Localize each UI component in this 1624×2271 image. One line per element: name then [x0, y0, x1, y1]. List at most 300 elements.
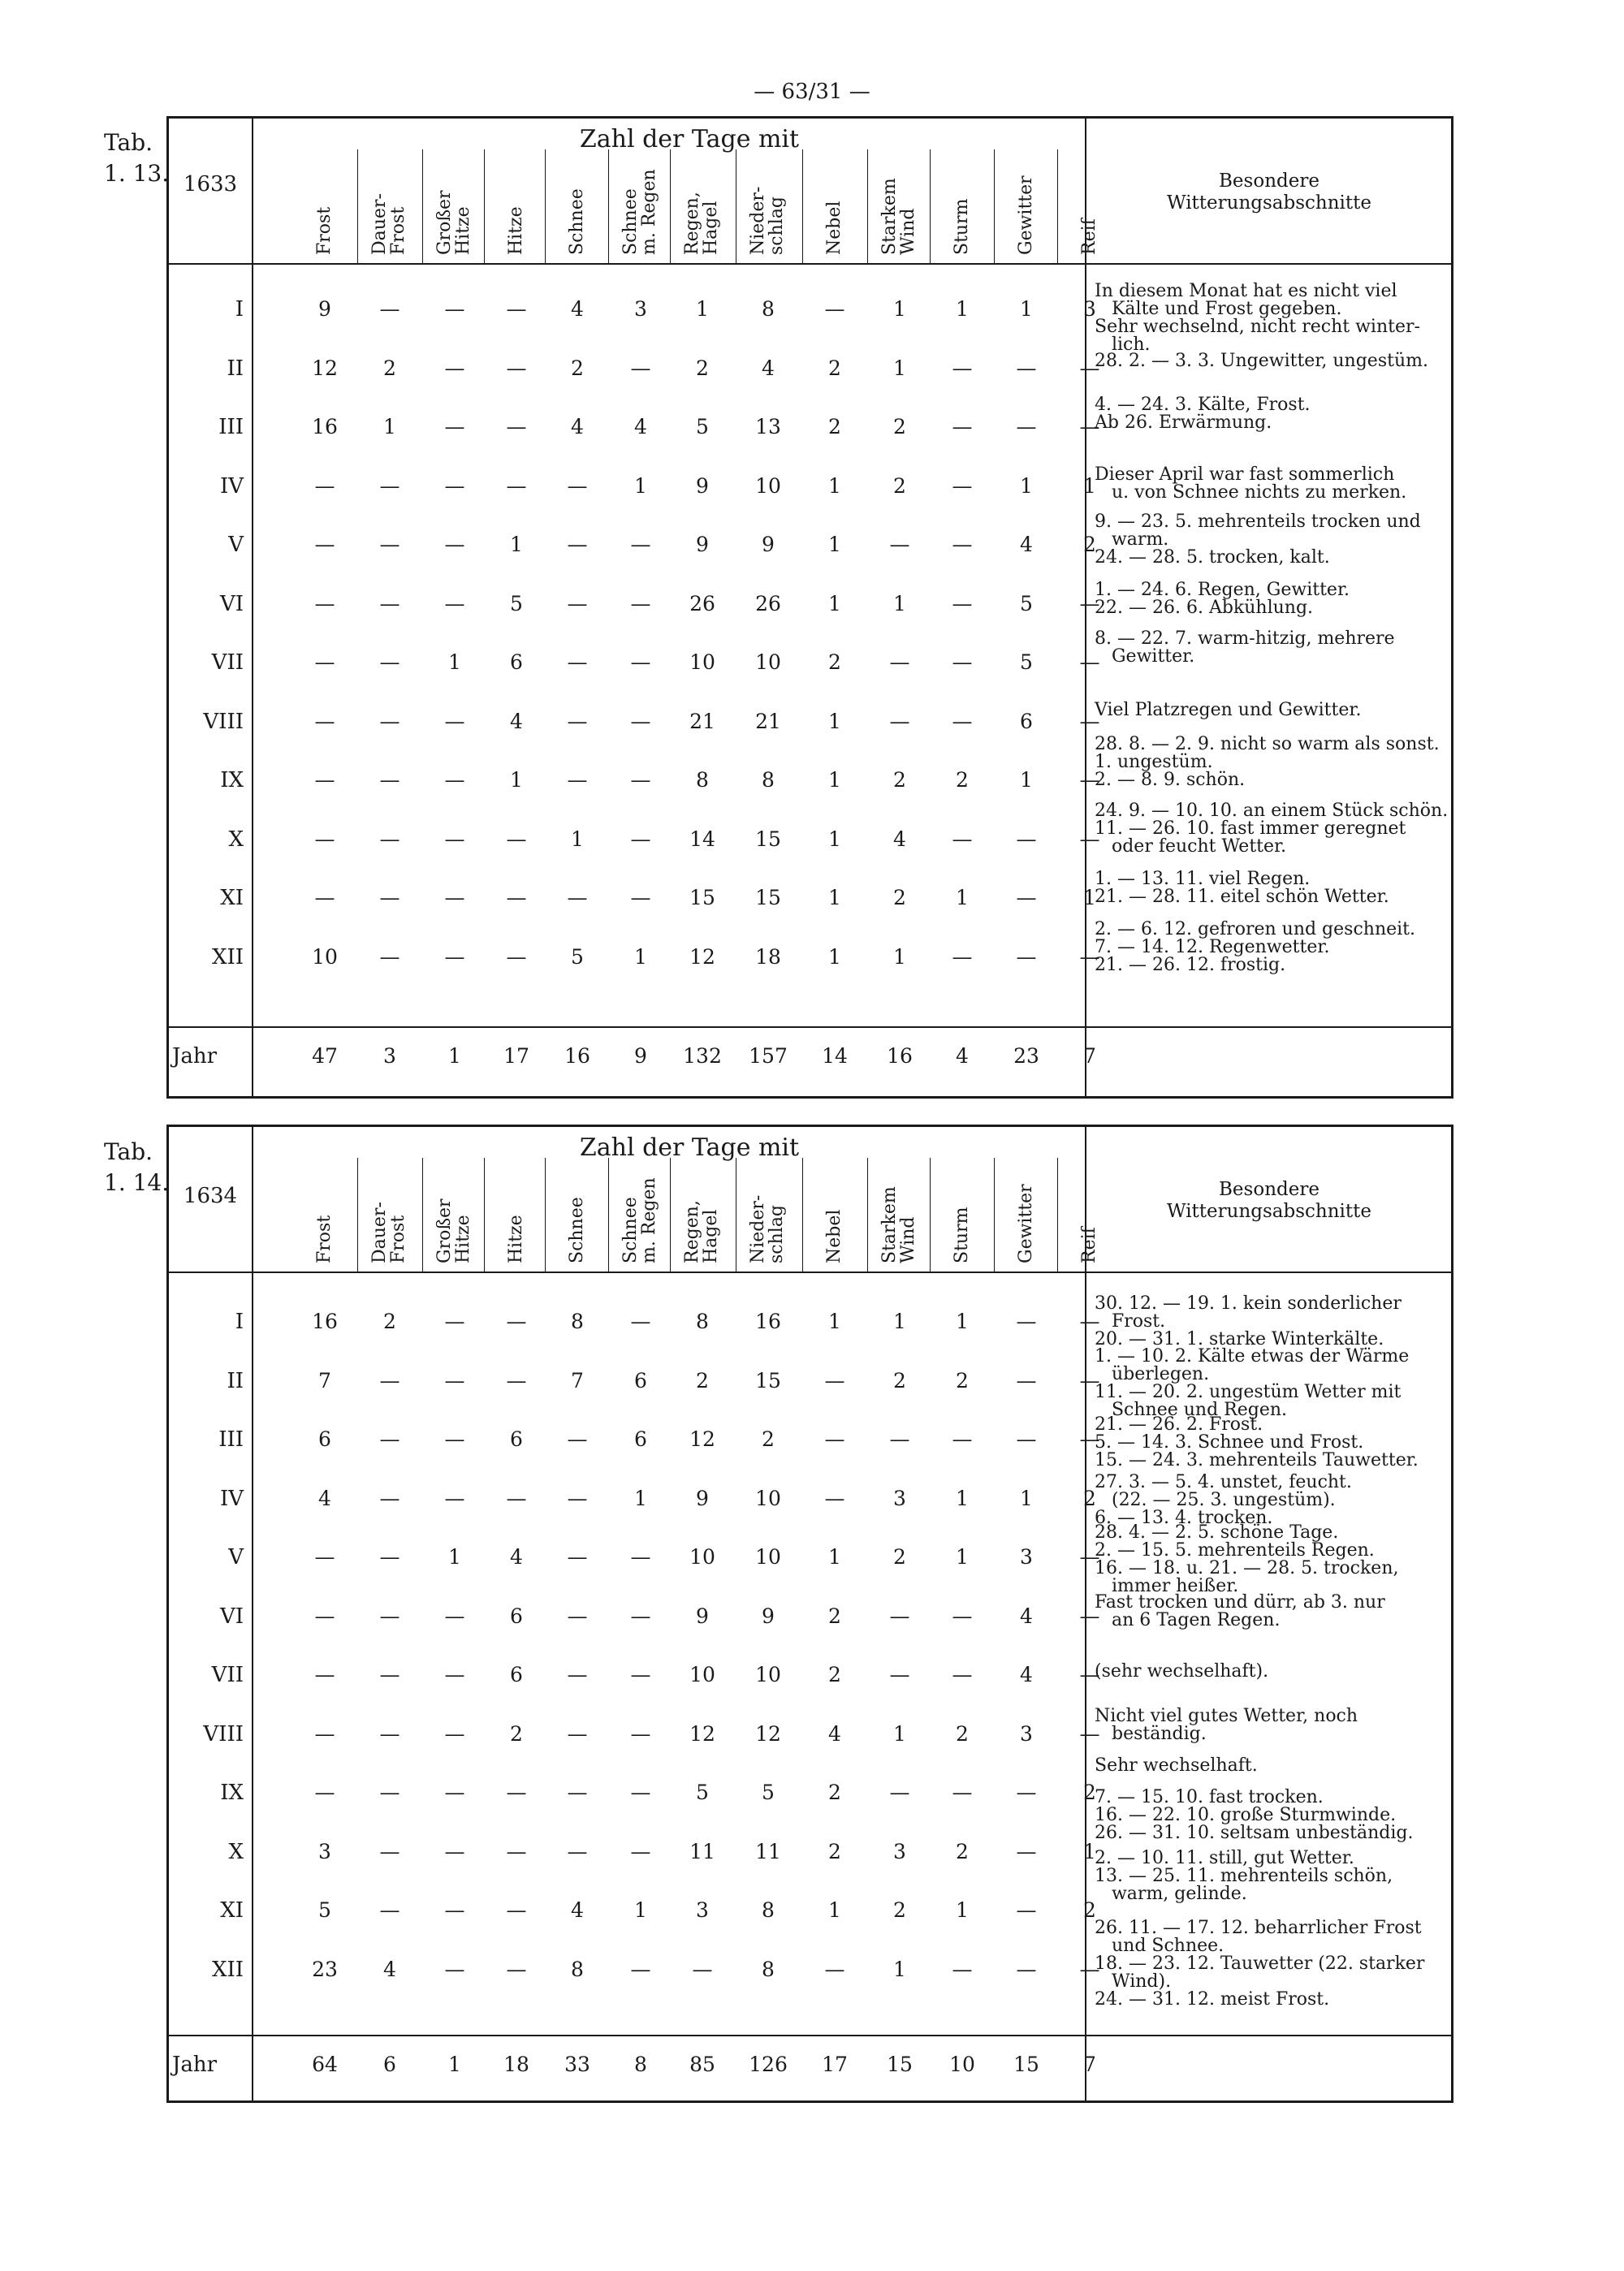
table-cell: —	[889, 1663, 910, 1686]
table-cell: —	[444, 1368, 465, 1392]
table-cell: —	[379, 1663, 400, 1686]
table-cell: 2	[383, 356, 396, 380]
column-divider	[994, 1158, 995, 1272]
table-cell: —	[1016, 827, 1037, 851]
table-cell: 1	[510, 533, 523, 556]
column-divider	[802, 1158, 803, 1272]
table-cell: 4	[571, 297, 584, 321]
table-cell: —	[824, 1486, 845, 1510]
table-cell: 15	[755, 1368, 781, 1392]
table-cell: —	[444, 1427, 465, 1451]
table-cell: 1	[828, 768, 841, 792]
table-cell: —	[506, 886, 527, 909]
table-cell: —	[379, 1898, 400, 1922]
column-divider	[357, 1158, 358, 1272]
remark-entry: 1. — 24. 6. Regen, Gewitter. 22. — 26. 6. Abkühlung.	[1095, 580, 1350, 618]
table-cell: 4	[634, 415, 647, 438]
table-cell: 9	[696, 533, 709, 556]
table-cell: —	[567, 768, 588, 792]
table-cell: 10	[312, 944, 338, 969]
table-cell: 2	[828, 356, 841, 380]
table-cell: 2	[956, 1839, 969, 1863]
table-cell: —	[506, 1310, 527, 1333]
table-cell: 2	[828, 1839, 841, 1863]
table-cell: 1	[828, 944, 841, 969]
total-cell: 14	[822, 1044, 848, 1068]
total-cell: 157	[749, 1044, 788, 1068]
table-cell: 11	[689, 1839, 715, 1863]
table-cell: 1	[893, 1310, 906, 1333]
table-cell: —	[379, 1427, 400, 1451]
table-cell: —	[1079, 356, 1100, 380]
month-label: VII	[211, 1663, 244, 1687]
remark-entry: 8. — 22. 7. warm-hitzig, mehrere Gewitter.	[1095, 628, 1395, 667]
table-cell: —	[444, 1721, 465, 1746]
table-cell: 5	[696, 1781, 709, 1804]
table-cell: —	[379, 297, 400, 321]
table-cell: —	[630, 1663, 651, 1686]
column-header: Schnee	[566, 188, 587, 255]
column-header: Regen, Hagel	[682, 192, 721, 255]
column-header: Sturm	[951, 1207, 972, 1263]
tab-label-2: Tab. 1. 14.	[104, 1138, 170, 1196]
table-cell: —	[506, 1781, 527, 1804]
table-cell: 7	[318, 1368, 331, 1392]
table-cell: —	[889, 533, 910, 556]
month-label: V	[228, 533, 244, 557]
table-cell: —	[567, 709, 588, 733]
remark-entry: 9. — 23. 5. mehrenteils trocken und warm. 24. — 28. 5. trocken, kalt.	[1095, 512, 1421, 568]
total-cell: 33	[564, 2053, 590, 2076]
table-cell: 2	[571, 356, 584, 380]
table-cell: 2	[893, 473, 906, 498]
table-cell: 1	[828, 827, 841, 851]
table-cell: 2	[956, 1721, 969, 1746]
table-cell: —	[506, 297, 527, 321]
table-cell: 23	[312, 1957, 338, 1981]
table-cell: —	[1016, 415, 1037, 438]
table-cell: 8	[762, 768, 775, 792]
table-cell: —	[444, 591, 465, 615]
table-cell: 21	[689, 709, 715, 733]
table-cell: —	[952, 415, 973, 438]
table-cell: —	[506, 415, 527, 438]
table-cell: 9	[696, 1486, 709, 1510]
table-cell: —	[379, 591, 400, 615]
month-label: VII	[211, 650, 244, 675]
table-cell: —	[444, 709, 465, 733]
table-cell: —	[630, 1721, 651, 1746]
table-cell: 1	[828, 1898, 841, 1922]
table-cell: 10	[755, 473, 781, 498]
column-divider	[357, 149, 358, 263]
table-cell: —	[630, 1604, 651, 1628]
table-cell: —	[1079, 944, 1100, 969]
table-cell: —	[1016, 1839, 1037, 1863]
remarks-header: Besondere Witterungsabschnitte	[1166, 1179, 1372, 1222]
table-cell: 1	[634, 1486, 647, 1510]
total-rule	[169, 1026, 1451, 1028]
table-cell: —	[692, 1957, 713, 1981]
table-cell: —	[630, 533, 651, 556]
table-cell: 1	[448, 1545, 461, 1569]
table-cell: 9	[762, 1604, 775, 1628]
month-label: I	[235, 297, 244, 322]
column-header: Frost	[313, 206, 335, 255]
table-cell: —	[567, 1545, 588, 1569]
table-cell: —	[1016, 1310, 1037, 1333]
remark-entry: Nicht viel gutes Wetter, noch beständig.	[1095, 1706, 1358, 1744]
remark-entry: 27. 3. — 5. 4. unstet, feucht. (22. — 25. 3. ungestüm). 6. — 13. 4. trocken.	[1095, 1472, 1352, 1528]
table-cell: —	[444, 1898, 465, 1922]
remark-entry: 28. 4. — 2. 5. schöne Tage. 2. — 15. 5. mehrenteils Regen. 16. — 18. u. 21. — 28. 5. trocken, immer heißer.	[1095, 1522, 1399, 1596]
total-cell: 17	[822, 2053, 848, 2076]
month-label: III	[218, 415, 244, 439]
table-cell: —	[1016, 356, 1037, 380]
table-cell: —	[1016, 944, 1037, 969]
table-cell: —	[444, 297, 465, 321]
table-cell: 1	[956, 1310, 969, 1333]
table-cell: 8	[696, 1310, 709, 1333]
table-cell: —	[1079, 1545, 1100, 1569]
remarks-header: Besondere Witterungsabschnitte	[1166, 171, 1372, 214]
column-header: Gewitter	[1015, 175, 1036, 255]
table-cell: —	[379, 1781, 400, 1804]
table-cell: —	[952, 1427, 973, 1451]
table-cell: —	[824, 297, 845, 321]
table-cell: 16	[312, 415, 338, 438]
table-cell: 8	[762, 1957, 775, 1981]
total-cell: 10	[949, 2053, 975, 2076]
table-cell: 10	[755, 1663, 781, 1686]
weather-table-1634	[166, 1125, 1453, 2103]
table-cell: 2	[893, 415, 906, 438]
column-header: Nebel	[823, 1209, 844, 1263]
table-cell: —	[952, 591, 973, 615]
column-header: Nieder- schlag	[748, 1194, 787, 1263]
remark-entry: 28. 2. — 3. 3. Ungewitter, ungestüm.	[1095, 351, 1428, 371]
table-cell: 2	[1083, 1898, 1096, 1922]
table-cell: 1	[383, 415, 396, 438]
table-cell: —	[1079, 1310, 1100, 1333]
column-header: Nieder- schlag	[748, 186, 787, 255]
table-cell: 1	[1020, 1486, 1033, 1510]
table-cell: 26	[755, 591, 781, 615]
table-cell: 15	[755, 886, 781, 909]
table-cell: —	[1016, 1368, 1037, 1392]
total-cell: 3	[383, 1044, 396, 1068]
month-label: X	[228, 1839, 244, 1864]
table-cell: —	[630, 591, 651, 615]
table-cell: 5	[696, 415, 709, 438]
table-cell: 8	[762, 1898, 775, 1922]
remark-entry: 2. — 10. 11. still, gut Wetter. 13. — 25. 11. mehrenteils schön, warm, gelinde.	[1095, 1848, 1393, 1904]
table-cell: 10	[755, 650, 781, 674]
table-cell: 1	[956, 1545, 969, 1569]
table-cell: —	[1079, 709, 1100, 733]
table-cell: —	[1016, 1781, 1037, 1804]
table-cell: 2	[383, 1310, 396, 1333]
table-cell: 2	[828, 415, 841, 438]
remark-entry: 7. — 15. 10. fast trocken. 16. — 22. 10. große Sturmwinde. 26. — 31. 10. seltsam unbeständig.	[1095, 1787, 1414, 1843]
remark-entry: 21. — 26. 2. Frost. 5. — 14. 3. Schnee und Frost. 15. — 24. 3. mehrenteils Tauwetter.	[1095, 1414, 1419, 1470]
table-cell: 1	[1083, 473, 1096, 498]
table-cell: —	[889, 1604, 910, 1628]
table-cell: —	[506, 1486, 527, 1510]
table-cell: 2	[828, 1604, 841, 1628]
table-cell: 2	[893, 1545, 906, 1569]
table-cell: —	[630, 356, 651, 380]
table-cell: —	[630, 1839, 651, 1863]
table-cell: 1	[893, 1721, 906, 1746]
table-cell: 4	[828, 1721, 841, 1746]
month-label: VIII	[203, 709, 244, 734]
table-cell: —	[444, 768, 465, 792]
table-cell: —	[1079, 591, 1100, 615]
table-cell: —	[506, 827, 527, 851]
table-cell: 2	[762, 1427, 775, 1451]
month-label: I	[235, 1310, 244, 1334]
table-cell: —	[379, 827, 400, 851]
table-cell: —	[379, 1545, 400, 1569]
table-cell: —	[1079, 827, 1100, 851]
table-cell: —	[444, 1957, 465, 1981]
total-cell: 8	[634, 2053, 647, 2076]
table-cell: 1	[956, 1898, 969, 1922]
table-cell: 3	[634, 297, 647, 321]
table-cell: 12	[689, 1427, 715, 1451]
table-cell: —	[630, 709, 651, 733]
table-cell: 6	[1020, 709, 1033, 733]
tab-label-1: Tab. 1. 13.	[104, 129, 170, 187]
table-cell: 15	[689, 886, 715, 909]
column-divider	[670, 149, 671, 263]
table-cell: 4	[571, 415, 584, 438]
remark-entry: Dieser April war fast sommerlich u. von Schnee nichts zu merken.	[1095, 464, 1407, 503]
table-cell: —	[444, 473, 465, 498]
table-cell: 4	[510, 1545, 523, 1569]
table-cell: 1	[634, 1898, 647, 1922]
table-cell: —	[952, 356, 973, 380]
table-cell: —	[379, 1839, 400, 1863]
table-cell: —	[824, 1957, 845, 1981]
table-cell: 6	[634, 1427, 647, 1451]
table-cell: —	[630, 650, 651, 674]
table-cell: 4	[1020, 1604, 1033, 1628]
table-cell: 18	[755, 944, 781, 969]
table-cell: —	[824, 1368, 845, 1392]
total-cell: 1	[448, 2053, 461, 2076]
table-cell: 1	[571, 827, 584, 851]
table-cell: —	[1079, 768, 1100, 792]
table-cell: 6	[510, 1604, 523, 1628]
table-cell: —	[379, 944, 400, 969]
column-divider	[930, 1158, 931, 1272]
table-cell: —	[444, 827, 465, 851]
group-title: Zahl der Tage mit	[579, 125, 800, 153]
table-cell: —	[379, 886, 400, 909]
table-cell: 4	[318, 1486, 331, 1510]
year-label: 1634	[183, 1184, 238, 1208]
column-divider	[545, 1158, 546, 1272]
table-cell: 2	[893, 1898, 906, 1922]
column-divider	[422, 149, 423, 263]
table-cell: 2	[1083, 1486, 1096, 1510]
column-header: Schnee m. Regen	[620, 169, 659, 255]
column-header: Regen, Hagel	[682, 1200, 721, 1263]
table-cell: —	[567, 1604, 588, 1628]
month-label: IX	[220, 1781, 244, 1805]
table-cell: 2	[893, 886, 906, 909]
year-column-divider	[252, 119, 253, 1096]
table-cell: 1	[448, 650, 461, 674]
table-cell: 1	[893, 356, 906, 380]
table-cell: —	[1079, 1604, 1100, 1628]
table-cell: —	[314, 473, 335, 498]
table-cell: 1	[956, 1486, 969, 1510]
table-cell: 2	[828, 650, 841, 674]
table-cell: 6	[510, 1663, 523, 1686]
table-cell: 8	[762, 297, 775, 321]
table-cell: —	[379, 1486, 400, 1510]
column-header: Hitze	[505, 206, 526, 255]
remark-entry: 4. — 24. 3. Kälte, Frost. Ab 26. Erwärmung.	[1095, 395, 1311, 433]
total-cell: 126	[749, 2053, 788, 2076]
table-cell: —	[379, 1604, 400, 1628]
table-cell: 10	[689, 1545, 715, 1569]
table-cell: —	[444, 886, 465, 909]
remark-entry: 30. 12. — 19. 1. kein sonderlicher Frost. 20. — 31. 1. starke Winterkälte.	[1095, 1293, 1402, 1349]
table-cell: —	[630, 1310, 651, 1333]
column-header: Schnee m. Regen	[620, 1177, 659, 1263]
table-cell: —	[444, 1663, 465, 1686]
month-label: XII	[211, 944, 244, 969]
remark-entry: Fast trocken und dürr, ab 3. nur an 6 Tagen Regen.	[1095, 1592, 1385, 1630]
remark-entry: (sehr wechselhaft).	[1095, 1661, 1269, 1682]
table-cell: —	[952, 944, 973, 969]
table-cell: 12	[755, 1721, 781, 1746]
remark-entry: 26. 11. — 17. 12. beharrlicher Frost und Schnee. 18. — 23. 12. Tauwetter (22. starker Wind). 24. — 31. 12. meist Frost.	[1095, 1918, 1425, 2010]
column-header: Hitze	[505, 1215, 526, 1263]
table-cell: —	[444, 1839, 465, 1863]
table-cell: —	[567, 591, 588, 615]
table-cell: 11	[755, 1839, 781, 1863]
table-cell: 1	[828, 473, 841, 498]
table-cell: —	[952, 1604, 973, 1628]
table-cell: 1	[1083, 1839, 1096, 1863]
table-cell: 5	[1020, 591, 1033, 615]
table-cell: —	[952, 533, 973, 556]
total-cell: 15	[887, 2053, 913, 2076]
total-cell: 6	[383, 2053, 396, 2076]
column-divider	[1057, 149, 1058, 263]
table-cell: 2	[510, 1721, 523, 1746]
table-cell: —	[444, 1604, 465, 1628]
table-cell: —	[1079, 1368, 1100, 1392]
table-cell: —	[506, 356, 527, 380]
table-cell: —	[506, 944, 527, 969]
table-cell: 5	[510, 591, 523, 615]
column-divider	[545, 149, 546, 263]
table-cell: 1	[828, 1310, 841, 1333]
table-cell: 1	[893, 297, 906, 321]
table-cell: —	[379, 473, 400, 498]
table-cell: —	[1016, 1957, 1037, 1981]
table-cell: —	[444, 944, 465, 969]
table-cell: 1	[828, 1545, 841, 1569]
table-cell: 10	[755, 1545, 781, 1569]
table-cell: —	[379, 1368, 400, 1392]
table-cell: 16	[312, 1310, 338, 1333]
table-cell: —	[314, 591, 335, 615]
total-cell: 23	[1013, 1044, 1039, 1068]
month-label: XII	[211, 1957, 244, 1982]
total-cell: 17	[503, 1044, 529, 1068]
table-cell: 1	[696, 297, 709, 321]
table-cell: 2	[956, 1368, 969, 1392]
column-divider	[802, 149, 803, 263]
table-cell: 3	[1083, 297, 1096, 321]
table-cell: —	[314, 650, 335, 674]
remark-entry: 28. 8. — 2. 9. nicht so warm als sonst. 1. ungestüm. 2. — 8. 9. schön.	[1095, 734, 1440, 790]
table-cell: 4	[510, 709, 523, 733]
column-divider	[422, 1158, 423, 1272]
table-cell: —	[379, 650, 400, 674]
table-cell: —	[379, 768, 400, 792]
table-cell: —	[314, 827, 335, 851]
column-divider	[867, 149, 868, 263]
table-cell: —	[506, 1957, 527, 1981]
table-cell: —	[567, 1663, 588, 1686]
table-cell: —	[444, 356, 465, 380]
table-cell: 1	[1020, 297, 1033, 321]
table-cell: —	[952, 709, 973, 733]
column-header: Großer Hitze	[434, 1198, 473, 1263]
table-cell: 3	[1020, 1545, 1033, 1569]
remark-entry: Sehr wechselhaft.	[1095, 1755, 1258, 1776]
total-cell: 18	[503, 2053, 529, 2076]
total-cell: 132	[683, 1044, 722, 1068]
remark-entry: In diesem Monat hat es nicht viel Kälte und Frost gegeben. Sehr wechselnd, nicht recht winter- lich.	[1095, 281, 1420, 355]
table-cell: 2	[828, 1663, 841, 1686]
table-cell: 5	[762, 1781, 775, 1804]
table-cell: 1	[634, 473, 647, 498]
column-header: Schnee	[566, 1197, 587, 1263]
table-cell: —	[1016, 886, 1037, 909]
table-cell: 8	[571, 1957, 584, 1981]
page-number: — 63/31 —	[754, 80, 870, 104]
column-header: Dauer- Frost	[369, 193, 408, 255]
column-divider	[484, 149, 485, 263]
table-cell: —	[952, 650, 973, 674]
table-cell: 1	[634, 944, 647, 969]
table-cell: —	[630, 1545, 651, 1569]
table-cell: 12	[312, 356, 338, 380]
table-cell: 3	[696, 1898, 709, 1922]
total-cell: 16	[887, 1044, 913, 1068]
table-cell: 21	[755, 709, 781, 733]
table-cell: —	[952, 1957, 973, 1981]
table-cell: —	[1079, 1957, 1100, 1981]
table-cell: 1	[1020, 473, 1033, 498]
table-cell: 4	[571, 1898, 584, 1922]
table-cell: —	[567, 473, 588, 498]
table-cell: —	[952, 827, 973, 851]
table-cell: 5	[571, 944, 584, 969]
table-cell: 9	[696, 1604, 709, 1628]
column-divider	[670, 1158, 671, 1272]
table-cell: 6	[634, 1368, 647, 1392]
